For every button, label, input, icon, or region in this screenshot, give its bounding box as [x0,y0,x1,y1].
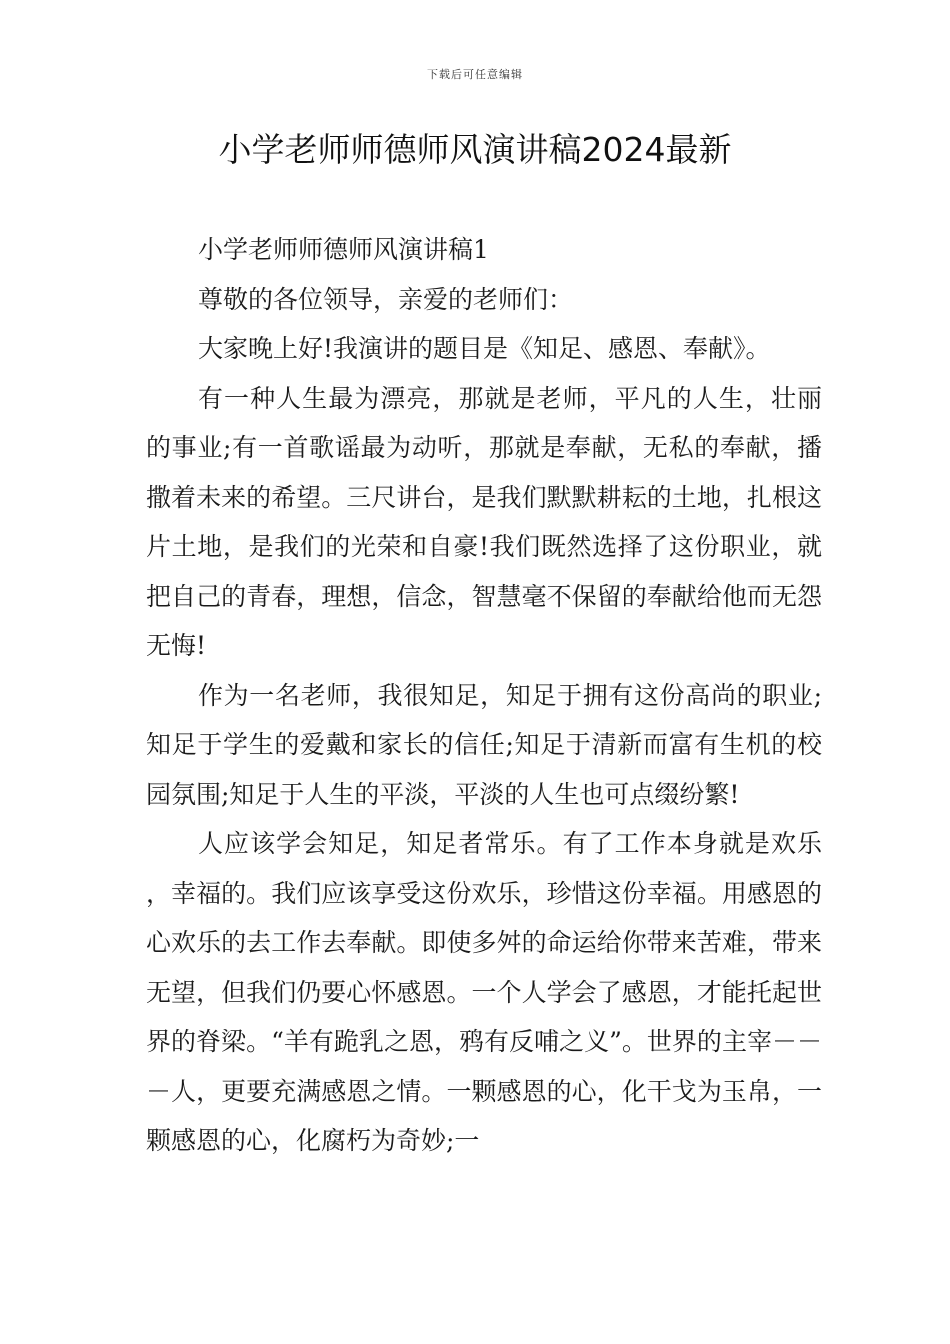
body-paragraph: 有一种人生最为漂亮，那就是老师，平凡的人生，壮丽的事业;有一首歌谣最为动听，那就是奉献，无私的奉献，播撒着未来的希望。三尺讲台，是我们默默耕耘的土地，扎根这片土地，是我们的光荣和自豪!我们既然选择了这份职业，就把自己的青春，理想，信念，智慧毫不保留的奉献给他而无怨无悔! [146,383,822,660]
greeting-paragraph: 大家晚上好!我演讲的题目是《知足、感恩、奉献》。 [198,334,771,363]
speech-subtitle: 小学老师师德师风演讲稿1 [198,235,489,264]
body-paragraph: 人应该学会知足，知足者常乐。有了工作本身就是欢乐，幸福的。我们应该享受这份欢乐，珍惜这份幸福。用感恩的心欢乐的去工作去奉献。即使多舛的命运给你带来苦难，带来无望，但我们仍要心怀感恩。一个人学会了感恩，才能托起世界的脊梁。“羊有跪乳之恩，鸦有反哺之义”。世界的主宰－－－人，更要充满感恩之情。一颗感恩的心，化干戈为玉帛，一颗感恩的心，化腐朽为奇妙;一 [146,829,822,1155]
document-body [146,225,822,1166]
salutation: 尊敬的各位领导，亲爱的老师们： [198,284,574,314]
header-note: 下载后可任意编辑 [427,68,523,81]
document-title: 小学老师师德师风演讲稿2024最新 [218,130,732,169]
body-paragraph: 作为一名老师，我很知足，知足于拥有这份高尚的职业;知足于学生的爱戴和家长的信任;知足于清新而富有生机的校园氛围;知足于人生的平淡，平淡的人生也可点缀纷繁! [146,680,822,809]
